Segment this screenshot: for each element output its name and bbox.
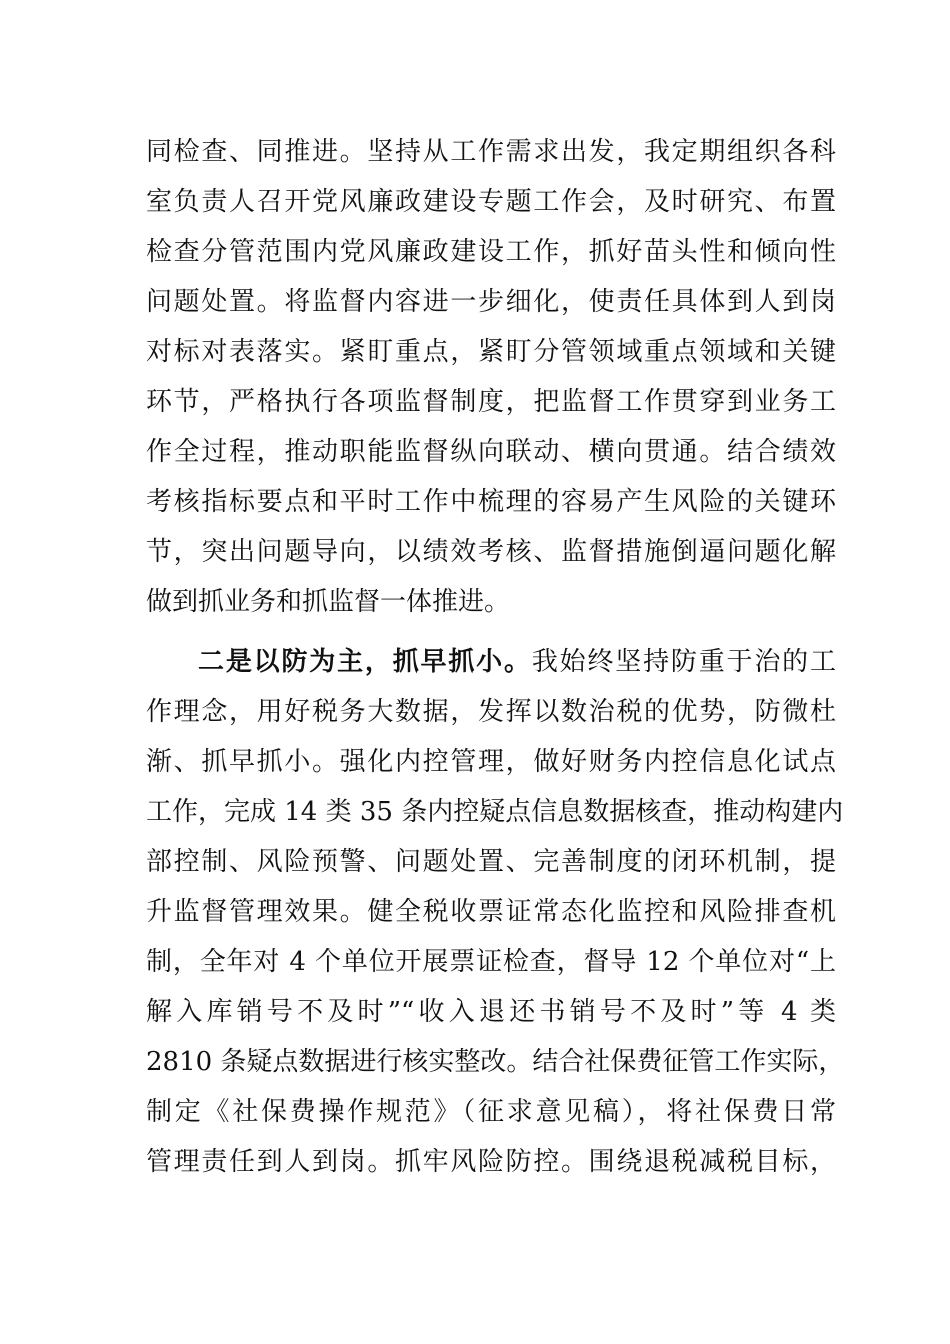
paragraph-2-line-4: 工作，完成 14 类 35 条内控疑点信息数据核查，推动构建内 xyxy=(146,797,844,827)
paragraph-1-line-1: 同检查、同推进。坚持从工作需求出发，我定期组织各科 xyxy=(146,137,836,167)
paragraph-2-line-7: 制，全年对 4 个单位开展票证检查，督导 12 个单位对“上 xyxy=(146,947,836,977)
paragraph-1-line-2: 室负责人召开党风廉政建设专题工作会，及时研究、布置 xyxy=(146,187,836,217)
paragraph-2-line-3: 渐、抓早抓小。强化内控管理，做好财务内控信息化试点 xyxy=(146,747,836,777)
paragraph-2-line-10: 制定《社保费操作规范》（征求意见稿），将社保费日常 xyxy=(146,1097,836,1127)
paragraph-2-heading: 二是以防为主，抓早抓小。 xyxy=(198,647,532,677)
paragraph-1-line-7: 作全过程，推动职能监督纵向联动、横向贯通。结合绩效 xyxy=(146,437,836,467)
paragraph-1-line-5: 对标对表落实。紧盯重点，紧盯分管领域重点领域和关键 xyxy=(146,337,836,367)
paragraph-1-line-3: 检查分管范围内党风廉政建设工作，抓好苗头性和倾向性 xyxy=(146,237,836,267)
paragraph-1-line-4: 问题处置。将监督内容进一步细化，使责任具体到人到岗 xyxy=(146,287,836,317)
paragraph-2-line-9: 2810 条疑点数据进行核实整改。结合社保费征管工作实际， xyxy=(146,1047,845,1077)
paragraph-1-line-8: 考核指标要点和平时工作中梳理的容易产生风险的关键环 xyxy=(146,487,836,517)
paragraph-1-line-9: 节，突出问题导向，以绩效考核、监督措施倒逼问题化解 xyxy=(146,537,836,567)
paragraph-2-line-11: 管理责任到人到岗。抓牢风险防控。围绕退税减税目标， xyxy=(146,1147,836,1177)
paragraph-2-first-line xyxy=(198,642,836,682)
paragraph-1-line-10: 做到抓业务和抓监督一体推进。 xyxy=(146,587,511,617)
paragraph-2-line-8: 解入库销号不及时”“收入退还书销号不及时”等 4 类 xyxy=(146,997,836,1027)
paragraph-2-line-6: 升监督管理效果。健全税收票证常态化监控和风险排查机 xyxy=(146,897,836,927)
paragraph-2-line-5: 部控制、风险预警、问题处置、完善制度的闭环机制，提 xyxy=(146,847,836,877)
paragraph-2-first-line-text: 我始终坚持防重于治的工 xyxy=(531,647,836,677)
paragraph-2-line-2: 作理念，用好税务大数据，发挥以数治税的优势，防微杜 xyxy=(146,697,836,727)
paragraph-1-line-6: 环节，严格执行各项监督制度，把监督工作贯穿到业务工 xyxy=(146,387,836,417)
